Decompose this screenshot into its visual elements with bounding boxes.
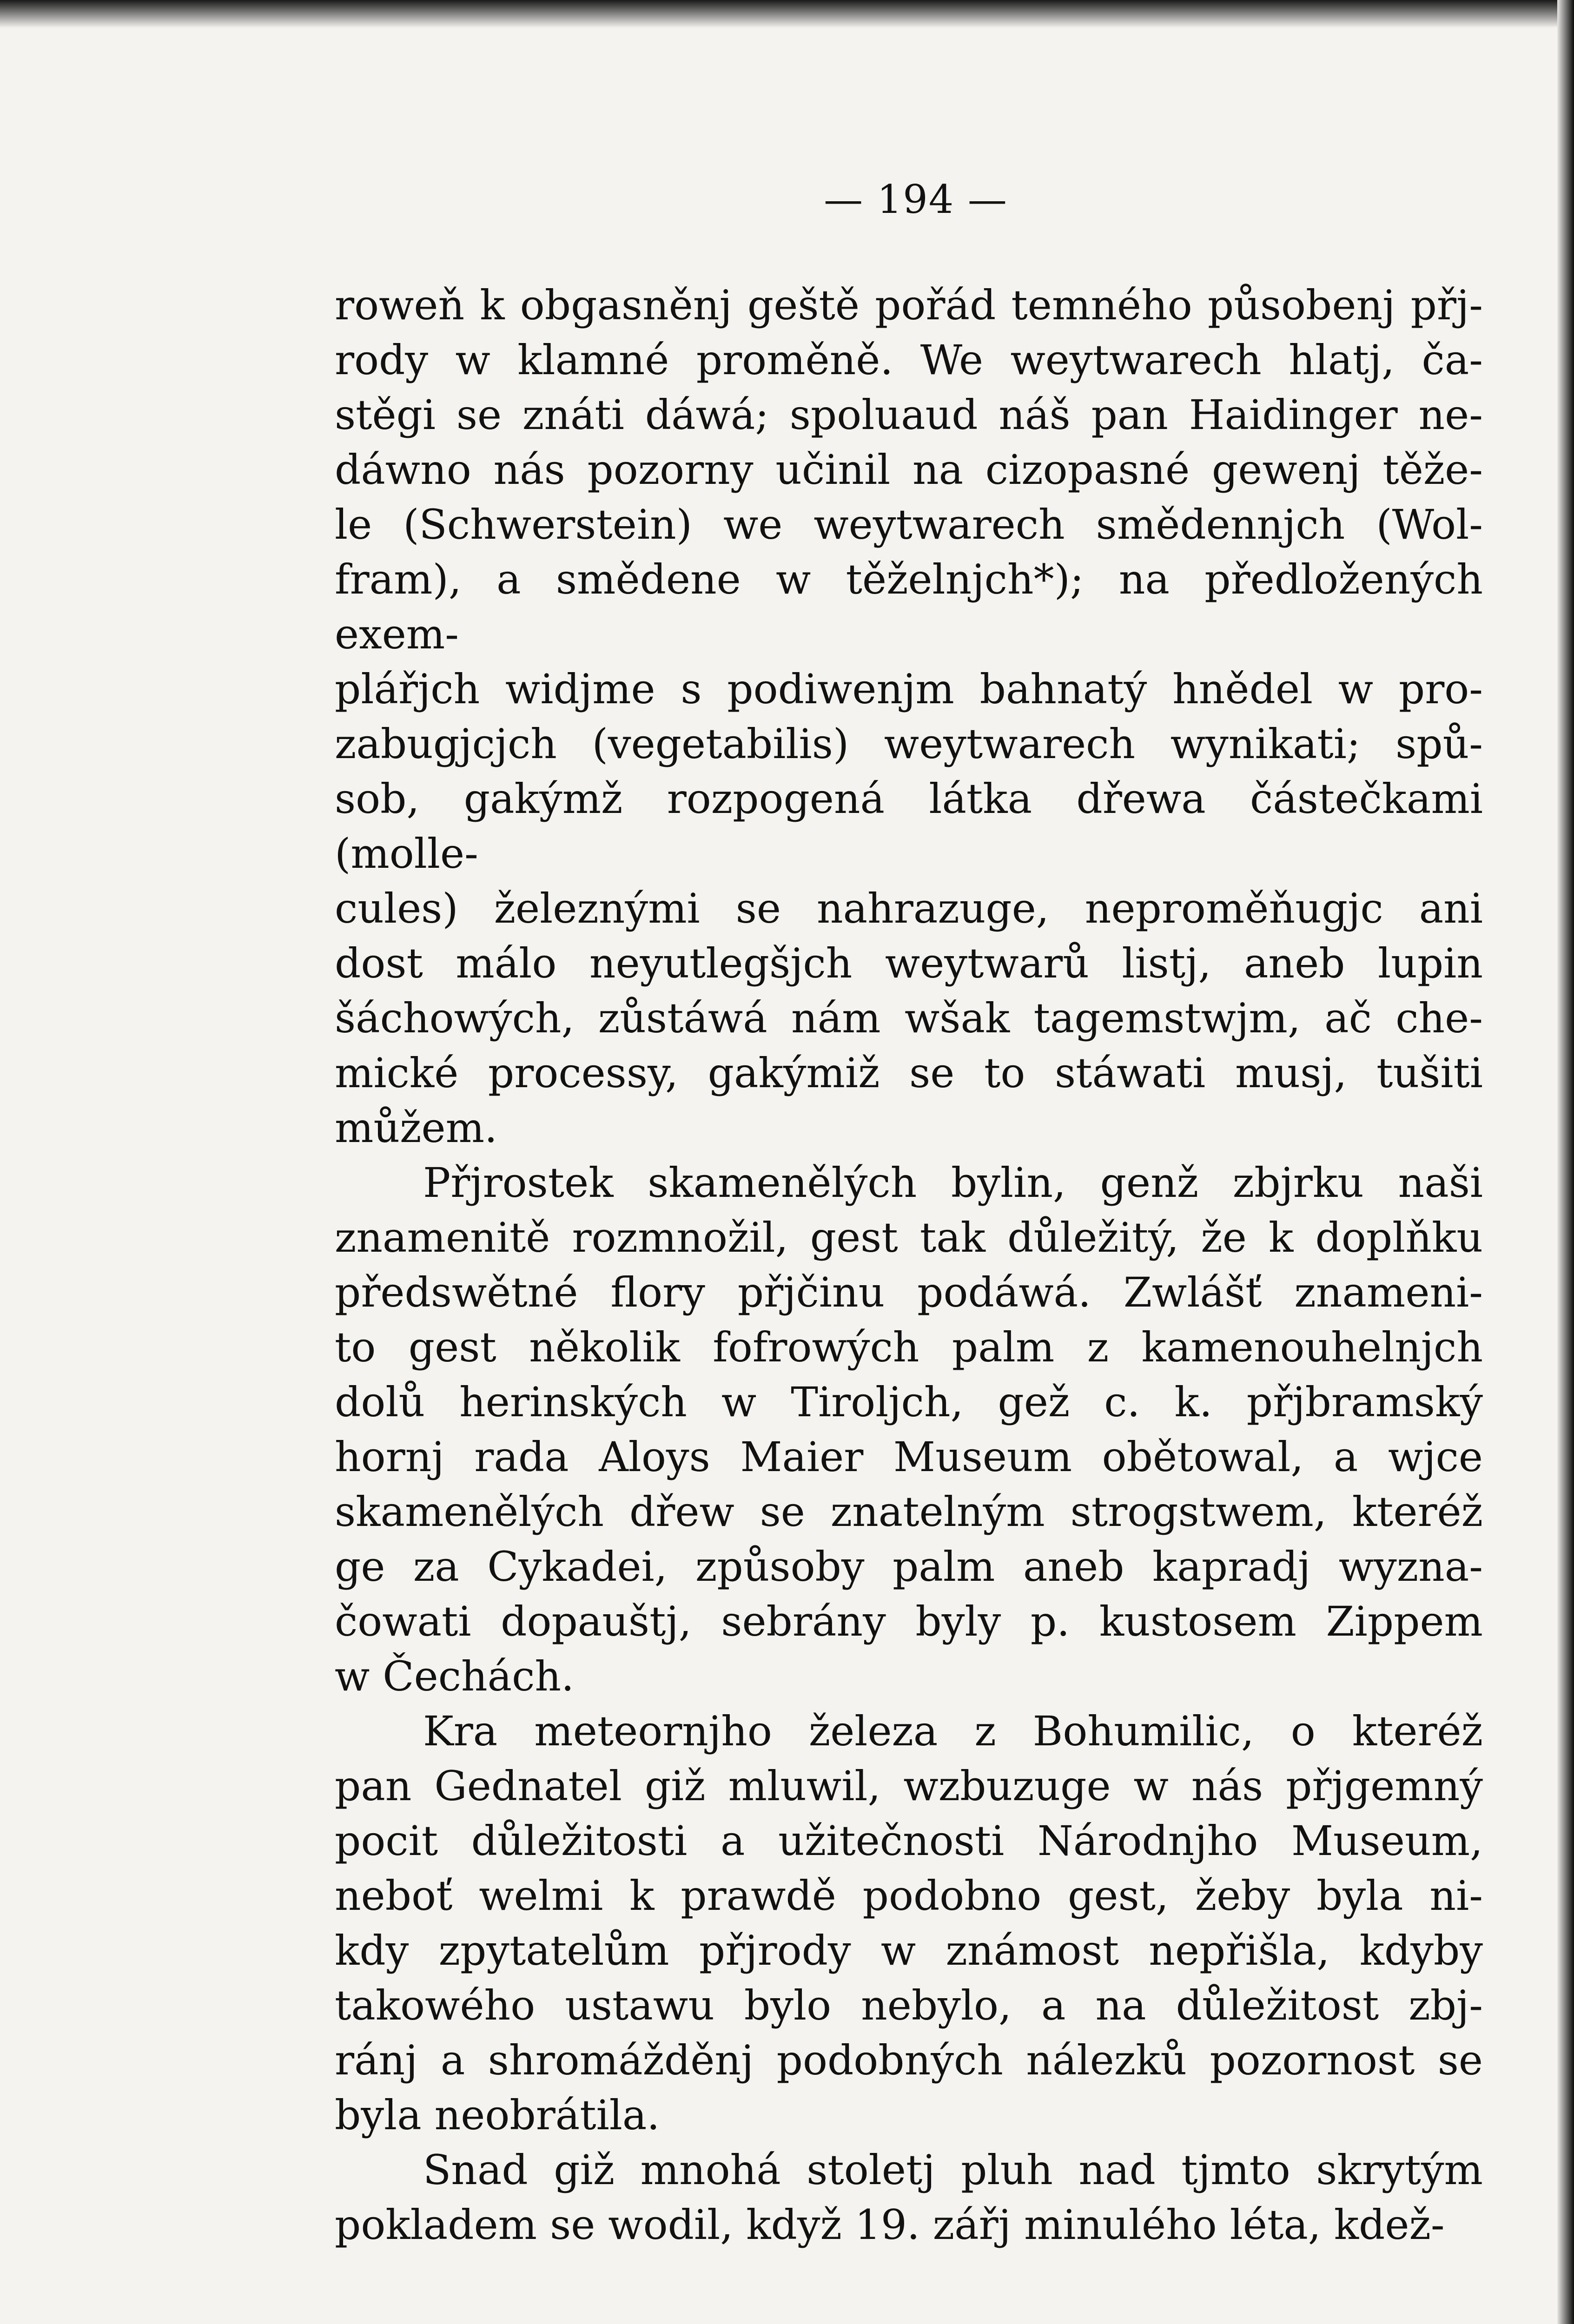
text-line: hornj rada Aloys Maier Museum obětowal, a wjce bbox=[335, 1433, 1483, 1481]
text-line: plářjch widjme s podiwenjm bahnatý hnědel w pro- bbox=[335, 665, 1483, 713]
paragraph bbox=[335, 1155, 1483, 1704]
text-line: pokladem se wodil, když 19. zářj minulého léta, kdež- bbox=[335, 2201, 1445, 2249]
body-text bbox=[335, 278, 1483, 2252]
paragraph bbox=[335, 2143, 1483, 2252]
text-line: dáwno nás pozorny učinil na cizopasné gewenj těže- bbox=[335, 446, 1483, 494]
text-line: můžem. bbox=[335, 1104, 497, 1152]
text-line: Snad giž mnohá stoletj pluh nad tjmto skrytým bbox=[423, 2146, 1483, 2194]
text-line: ránj a shromážděnj podobných nálezků pozornost se bbox=[335, 2036, 1483, 2084]
text-line: dolů herinských w Tiroljch, gež c. k. přjbramský bbox=[335, 1378, 1483, 1426]
text-line: Kra meteornjho železa z Bohumilic, o kteréž bbox=[423, 1707, 1483, 1755]
page-number: — 194 — bbox=[824, 177, 1008, 222]
page-content bbox=[335, 177, 1483, 2324]
text-line: zabugjcjch (vegetabilis) weytwarech wynikati; spů- bbox=[335, 720, 1483, 768]
text-line: sob, gakýmž rozpogená látka dřewa částečkami (molle- bbox=[335, 775, 1483, 878]
paragraph bbox=[335, 278, 1483, 1155]
text-line: kdy zpytatelům přjrody w známost nepřišla, kdyby bbox=[335, 1927, 1483, 1974]
text-line: mické processy, gakýmiž se to stáwati musj, tušiti bbox=[335, 1049, 1483, 1097]
page-right-edge-shadow bbox=[1557, 0, 1574, 2324]
text-line: pocit důležitosti a užitečnosti Národnjho Museum, bbox=[335, 1817, 1483, 1865]
paragraph bbox=[335, 1704, 1483, 2143]
text-line: roweň k obgasněnj geště pořád temného působenj přj- bbox=[335, 281, 1483, 329]
text-line: byla neobrátila. bbox=[335, 2091, 660, 2139]
text-line: to gest několik fofrowých palm z kamenouhelnjch bbox=[335, 1323, 1483, 1371]
text-line: stěgi se znáti dáwá; spoluaud náš pan Haidinger ne- bbox=[335, 391, 1483, 439]
text-line: w Čechách. bbox=[335, 1652, 575, 1700]
text-line: šáchowých, zůstáwá nám wšak tagemstwjm, ač che- bbox=[335, 994, 1483, 1042]
text-line: fram), a smědene w těželnjch*); na předložených exem- bbox=[335, 555, 1483, 658]
text-line: neboť welmi k prawdě podobno gest, žeby byla ni- bbox=[335, 1872, 1483, 1920]
text-line: rody w klamné proměně. We weytwarech hlatj, ča- bbox=[335, 336, 1483, 384]
text-line: le (Schwerstein) we weytwarech smědennjch (Wol- bbox=[335, 501, 1483, 548]
text-line: pan Gednatel giž mluwil, wzbuzuge w nás přjgemný bbox=[335, 1762, 1483, 1810]
text-line: skamenělých dřew se znatelným strogstwem, kteréž bbox=[335, 1488, 1483, 1536]
text-line: znamenitě rozmnožil, gest tak důležitý, že k doplňku bbox=[335, 1214, 1483, 1261]
text-line: ge za Cykadei, způsoby palm aneb kapradj wyzna- bbox=[335, 1543, 1483, 1591]
text-line: Přjrostek skamenělých bylin, genž zbjrku naši bbox=[423, 1159, 1483, 1207]
text-line: dost málo neyutlegšjch weytwarů listj, aneb lupin bbox=[335, 939, 1483, 987]
text-line: takowého ustawu bylo nebylo, a na důležitost zbj- bbox=[335, 1981, 1483, 2029]
text-line: předswětné flory přjčinu podáwá. Zwlášť znameni- bbox=[335, 1268, 1483, 1316]
page-top-edge-shadow bbox=[0, 0, 1574, 28]
text-line: čowati dopauštj, sebrány byly p. kustosem Zippem bbox=[335, 1598, 1483, 1645]
text-line: cules) železnými se nahrazuge, neproměňugjc ani bbox=[335, 885, 1483, 932]
